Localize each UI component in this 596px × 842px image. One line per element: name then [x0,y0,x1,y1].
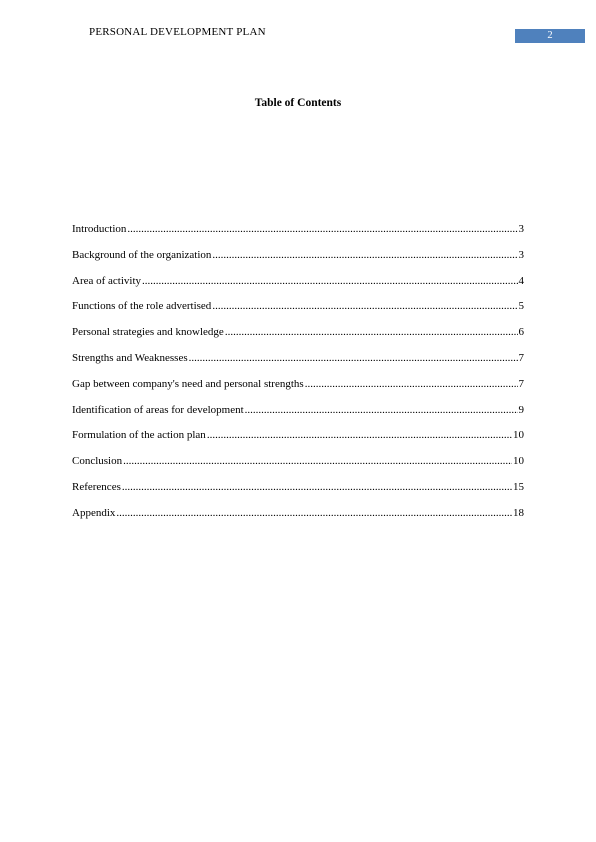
toc-dot-leader [123,454,512,468]
toc-entry-label: Gap between company's need and personal strengths [72,377,304,390]
toc-entry-identification[interactable] [72,403,524,429]
running-head: PERSONAL DEVELOPMENT PLAN [89,26,266,38]
toc-entry-label: References [72,480,121,493]
toc-entry-label: Functions of the role advertised [72,300,212,313]
toc-entry-strengths-weaknesses[interactable] [72,351,524,377]
toc-dot-leader [116,506,512,520]
toc-dot-leader [122,480,512,494]
toc-entry-conclusion[interactable] [72,454,524,480]
toc-entry-page: 9 [518,403,524,416]
toc-entry-label: Area of activity [72,274,142,287]
toc-dot-leader [127,222,517,236]
toc-entry-page: 4 [518,274,524,287]
toc-entry-page: 5 [518,300,524,313]
toc-entry-references[interactable] [72,480,524,506]
toc-entry-page: 10 [513,429,524,442]
toc-title: Table of Contents [254,97,342,109]
toc-entry-page: 7 [518,351,524,364]
toc-entry-page: 15 [513,480,524,493]
toc-entry-label: Background of the organization [72,248,212,261]
toc-entry-label: Identification of areas for development [72,403,244,416]
toc-entry-label: Appendix [72,506,116,519]
toc-dot-leader [207,428,512,442]
toc-dot-leader [245,403,518,417]
toc-entry-appendix[interactable] [72,506,524,532]
toc-entry-page: 10 [513,455,524,468]
toc-dot-leader [142,274,517,288]
toc-list [72,222,524,532]
toc-dot-leader [305,377,518,391]
toc-entry-label: Personal strategies and knowledge [72,326,224,339]
toc-entry-page: 3 [518,248,524,261]
toc-dot-leader [212,248,517,262]
toc-entry-page: 7 [518,377,524,390]
toc-entry-gap[interactable] [72,377,524,403]
toc-dot-leader [225,325,518,339]
toc-entry-label: Introduction [72,223,127,235]
toc-entry-page: 18 [513,506,524,519]
toc-entry-label: Formulation of the action plan [72,429,206,442]
toc-entry-functions[interactable] [72,299,524,325]
toc-dot-leader [189,351,518,365]
toc-entry-background[interactable] [72,248,524,274]
toc-entry-label: Strengths and Weaknesses [72,351,188,364]
toc-dot-leader [212,299,517,313]
toc-entry-label: Conclusion [72,455,123,468]
page-number-badge: 2 [515,29,585,43]
toc-entry-page: 6 [518,326,524,339]
toc-entry-page: 3 [518,223,524,235]
toc-entry-personal-strategies[interactable] [72,325,524,351]
toc-entry-area-of-activity[interactable] [72,274,524,300]
toc-entry-introduction[interactable] [72,222,524,248]
toc-entry-action-plan[interactable] [72,428,524,454]
